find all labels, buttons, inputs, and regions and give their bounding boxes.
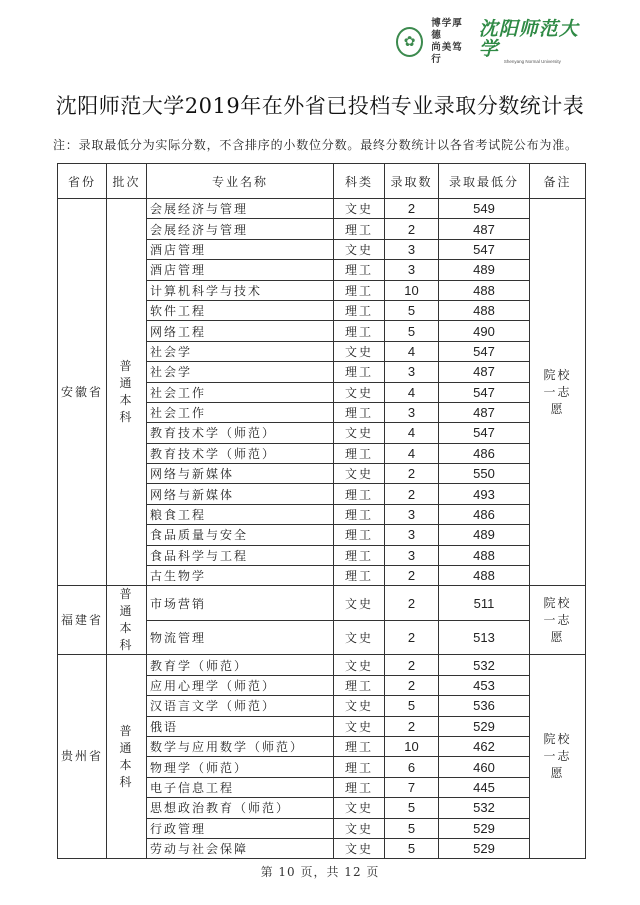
count-cell: 5 <box>385 696 439 716</box>
category-cell: 理工 <box>334 484 385 504</box>
university-logo <box>396 18 586 65</box>
count-cell: 2 <box>385 219 439 239</box>
major-cell: 酒店管理 <box>147 260 334 280</box>
count-cell: 2 <box>385 199 439 219</box>
min-score-cell: 460 <box>439 757 530 777</box>
min-score-cell: 529 <box>439 716 530 736</box>
remark-cell: 院校一志愿 <box>530 199 586 586</box>
batch-cell: 普通本科 <box>107 655 147 859</box>
university-motto <box>431 18 469 66</box>
major-cell: 酒店管理 <box>147 239 334 259</box>
category-cell: 理工 <box>334 504 385 524</box>
count-cell: 3 <box>385 504 439 524</box>
count-cell: 10 <box>385 280 439 300</box>
batch-cell: 普通本科 <box>107 199 147 586</box>
min-score-cell: 532 <box>439 798 530 818</box>
major-cell: 社会工作 <box>147 382 334 402</box>
category-cell: 文史 <box>334 798 385 818</box>
category-cell: 文史 <box>334 838 385 858</box>
category-cell: 理工 <box>334 362 385 382</box>
count-cell: 5 <box>385 838 439 858</box>
category-cell: 文史 <box>334 716 385 736</box>
min-score-cell: 550 <box>439 464 530 484</box>
min-score-cell: 488 <box>439 566 530 586</box>
category-cell: 理工 <box>334 280 385 300</box>
min-score-cell: 487 <box>439 402 530 422</box>
min-score-cell: 511 <box>439 586 530 621</box>
major-cell: 计算机科学与技术 <box>147 280 334 300</box>
count-cell: 4 <box>385 341 439 361</box>
major-cell: 网络与新媒体 <box>147 464 334 484</box>
count-cell: 2 <box>385 464 439 484</box>
table-row <box>58 199 586 219</box>
category-cell: 文史 <box>334 620 385 655</box>
motto-line-1: 博学厚德 <box>431 18 463 41</box>
category-cell: 理工 <box>334 443 385 463</box>
min-score-cell: 487 <box>439 362 530 382</box>
major-cell: 电子信息工程 <box>147 777 334 797</box>
count-cell: 3 <box>385 362 439 382</box>
major-cell: 教育学（师范） <box>147 655 334 675</box>
category-cell: 理工 <box>334 321 385 341</box>
category-cell: 理工 <box>334 675 385 695</box>
major-cell: 社会工作 <box>147 402 334 422</box>
min-score-cell: 488 <box>439 300 530 320</box>
count-cell: 5 <box>385 818 439 838</box>
min-score-cell: 487 <box>439 219 530 239</box>
motto-line-2: 尚美笃行 <box>431 42 463 65</box>
page-title: 沈阳师范大学2019年在外省已投档专业录取分数统计表 <box>55 94 585 118</box>
count-cell: 3 <box>385 545 439 565</box>
table-note: 注：录取最低分为实际分数，不含排序的小数位分数。最终分数统计以各省考试院公布为准。 <box>53 138 578 152</box>
min-score-cell: 488 <box>439 280 530 300</box>
category-cell: 理工 <box>334 736 385 756</box>
category-cell: 理工 <box>334 566 385 586</box>
count-cell: 3 <box>385 260 439 280</box>
major-cell: 食品质量与安全 <box>147 525 334 545</box>
category-cell: 文史 <box>334 341 385 361</box>
major-cell: 汉语言文学（师范） <box>147 696 334 716</box>
count-cell: 7 <box>385 777 439 797</box>
category-cell: 文史 <box>334 655 385 675</box>
min-score-cell: 486 <box>439 443 530 463</box>
column-header-category: 科类 <box>334 164 385 199</box>
count-cell: 5 <box>385 300 439 320</box>
major-cell: 古生物学 <box>147 566 334 586</box>
major-cell: 物理学（师范） <box>147 757 334 777</box>
major-cell: 教育技术学（师范） <box>147 423 334 443</box>
major-cell: 粮食工程 <box>147 504 334 524</box>
major-cell: 社会学 <box>147 362 334 382</box>
min-score-cell: 547 <box>439 382 530 402</box>
remark-cell: 院校一志愿 <box>530 655 586 859</box>
column-header-count: 录取数 <box>385 164 439 199</box>
remark-cell: 院校一志愿 <box>530 586 586 655</box>
count-cell: 2 <box>385 716 439 736</box>
category-cell: 文史 <box>334 199 385 219</box>
province-cell: 贵州省 <box>58 655 107 859</box>
major-cell: 社会学 <box>147 341 334 361</box>
category-cell: 文史 <box>334 696 385 716</box>
major-cell: 劳动与社会保障 <box>147 838 334 858</box>
admission-score-table <box>57 163 586 859</box>
major-cell: 会展经济与管理 <box>147 219 334 239</box>
column-header-major: 专业名称 <box>147 164 334 199</box>
major-cell: 思想政治教育（师范） <box>147 798 334 818</box>
category-cell: 文史 <box>334 239 385 259</box>
page-number: 第 10 页，共 12 页 <box>260 865 380 879</box>
category-cell: 文史 <box>334 464 385 484</box>
count-cell: 5 <box>385 798 439 818</box>
category-cell: 理工 <box>334 525 385 545</box>
min-score-cell: 513 <box>439 620 530 655</box>
major-cell: 俄语 <box>147 716 334 736</box>
major-cell: 网络与新媒体 <box>147 484 334 504</box>
category-cell: 理工 <box>334 545 385 565</box>
category-cell: 文史 <box>334 586 385 621</box>
min-score-cell: 489 <box>439 525 530 545</box>
major-cell: 教育技术学（师范） <box>147 443 334 463</box>
category-cell: 理工 <box>334 260 385 280</box>
major-cell: 会展经济与管理 <box>147 199 334 219</box>
min-score-cell: 453 <box>439 675 530 695</box>
table-row <box>58 586 586 621</box>
university-emblem-icon: ✿ <box>396 27 423 57</box>
min-score-cell: 549 <box>439 199 530 219</box>
count-cell: 5 <box>385 321 439 341</box>
count-cell: 2 <box>385 655 439 675</box>
count-cell: 2 <box>385 586 439 621</box>
min-score-cell: 462 <box>439 736 530 756</box>
min-score-cell: 529 <box>439 838 530 858</box>
min-score-cell: 547 <box>439 341 530 361</box>
count-cell: 4 <box>385 423 439 443</box>
category-cell: 文史 <box>334 382 385 402</box>
min-score-cell: 486 <box>439 504 530 524</box>
major-cell: 市场营销 <box>147 586 334 621</box>
min-score-cell: 547 <box>439 423 530 443</box>
count-cell: 3 <box>385 525 439 545</box>
min-score-cell: 445 <box>439 777 530 797</box>
category-cell: 文史 <box>334 423 385 443</box>
table-row <box>58 655 586 675</box>
table-body <box>58 199 586 859</box>
count-cell: 3 <box>385 239 439 259</box>
column-header-min-score: 录取最低分 <box>439 164 530 199</box>
min-score-cell: 536 <box>439 696 530 716</box>
category-cell: 理工 <box>334 757 385 777</box>
province-cell: 安徽省 <box>58 199 107 586</box>
min-score-cell: 532 <box>439 655 530 675</box>
count-cell: 2 <box>385 566 439 586</box>
count-cell: 3 <box>385 402 439 422</box>
major-cell: 食品科学与工程 <box>147 545 334 565</box>
category-cell: 文史 <box>334 818 385 838</box>
major-cell: 数学与应用数学（师范） <box>147 736 334 756</box>
count-cell: 2 <box>385 484 439 504</box>
count-cell: 2 <box>385 675 439 695</box>
university-name-en: Shenyang Normal University <box>503 59 561 64</box>
min-score-cell: 493 <box>439 484 530 504</box>
count-cell: 4 <box>385 443 439 463</box>
min-score-cell: 547 <box>439 239 530 259</box>
count-cell: 6 <box>385 757 439 777</box>
column-header-batch: 批次 <box>107 164 147 199</box>
major-cell: 网络工程 <box>147 321 334 341</box>
column-header-remark: 备注 <box>530 164 586 199</box>
major-cell: 应用心理学（师范） <box>147 675 334 695</box>
university-name <box>479 19 586 65</box>
category-cell: 理工 <box>334 777 385 797</box>
batch-cell: 普通本科 <box>107 586 147 655</box>
university-name-cn: 沈阳师范大学 <box>478 18 579 60</box>
major-cell: 行政管理 <box>147 818 334 838</box>
count-cell: 2 <box>385 620 439 655</box>
count-cell: 4 <box>385 382 439 402</box>
table-header-row <box>58 164 586 199</box>
major-cell: 物流管理 <box>147 620 334 655</box>
min-score-cell: 488 <box>439 545 530 565</box>
major-cell: 软件工程 <box>147 300 334 320</box>
min-score-cell: 489 <box>439 260 530 280</box>
min-score-cell: 490 <box>439 321 530 341</box>
min-score-cell: 529 <box>439 818 530 838</box>
column-header-province: 省份 <box>58 164 107 199</box>
category-cell: 理工 <box>334 300 385 320</box>
category-cell: 理工 <box>334 402 385 422</box>
category-cell: 理工 <box>334 219 385 239</box>
province-cell: 福建省 <box>58 586 107 655</box>
count-cell: 10 <box>385 736 439 756</box>
